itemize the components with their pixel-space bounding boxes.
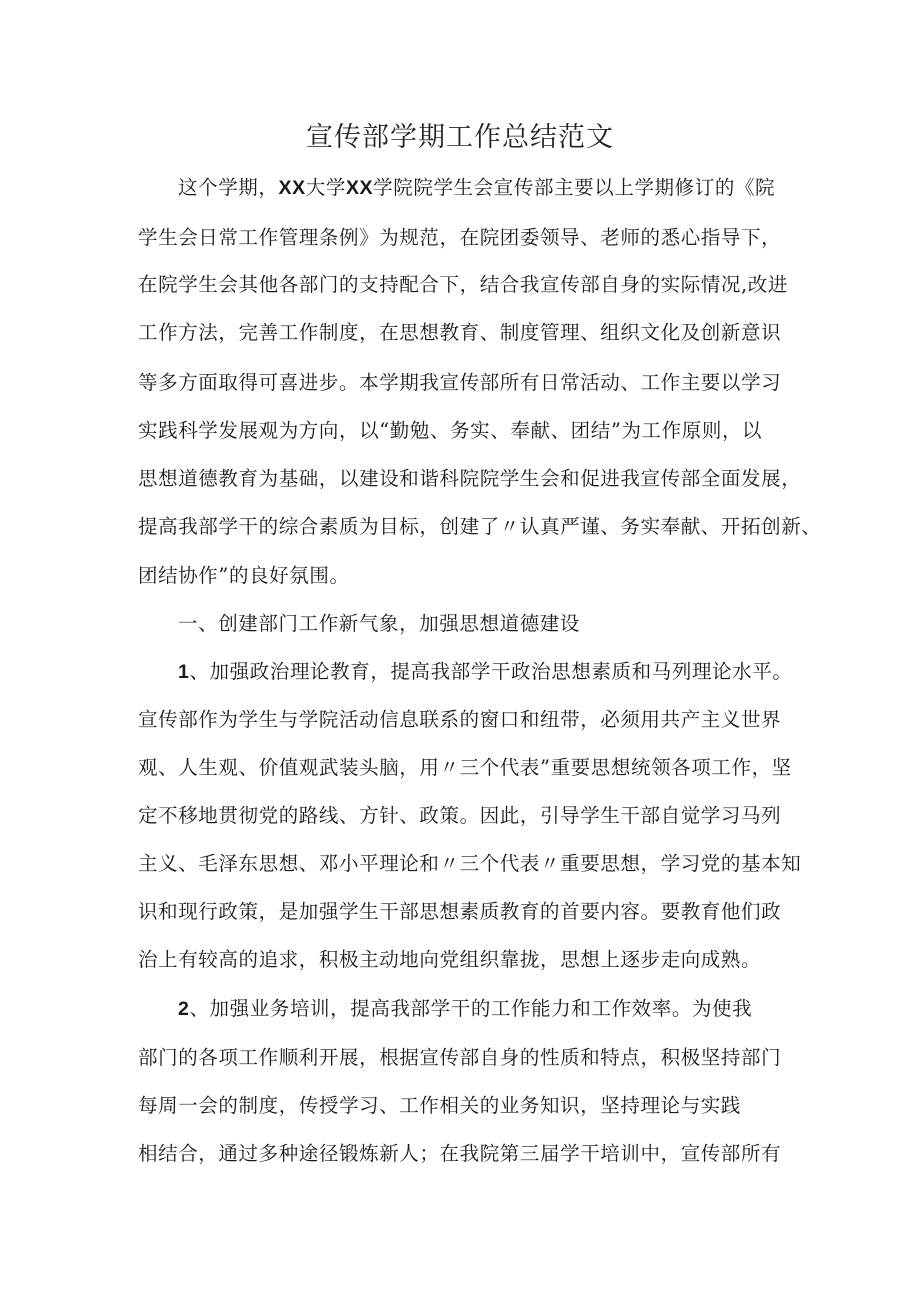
text-run: 工作方法，完善工作制度，在思想教育、制度管理、组织文化及创新意识 [138, 321, 782, 344]
bold-text: XX [345, 177, 374, 199]
text-line [138, 225, 818, 251]
text-run: 治上有较高的追求，积极主动地向党组织靠拢，思想上逐步走向成熟。 [138, 948, 762, 971]
text-line [138, 899, 818, 925]
text-line [138, 707, 818, 733]
text-run: 相结合，通过多种途径锻炼新人；在我院第三届学干培训中，宣传部所有 [138, 1142, 782, 1165]
text-line [138, 514, 822, 540]
document-title: 宣传部学期工作总结范文 [306, 122, 614, 153]
text-run: 在院学生会其他各部门的支持配合下，结合我宣传部自身的实际情况,改进 [138, 273, 788, 296]
text-line [138, 851, 818, 877]
text-run: 识和现行政策，是加强学生干部思想素质教育的首要内容。要教育他们政 [138, 900, 782, 923]
text-run: 学生会日常工作管理条例》为规范，在院团委领导、老师的悉心指导下， [138, 226, 782, 249]
text-run: 宣传部作为学生与学院活动信息联系的窗口和纽带，必须用共产主义世界 [138, 708, 782, 731]
text-run: 定不移地贯彻党的路线、方针、政策。因此，引导学生干部自觉学习马列 [138, 804, 782, 827]
text-run: 等多方面取得可喜进步。本学期我宣传部所有日常活动、工作主要以学习 [138, 371, 782, 394]
text-run: 、加强政治理论教育，提高我部学干政治思想素质和马列理论水平。 [189, 660, 793, 683]
text-run: 实践科学发展观为方向，以“勤勉、务实、奉献、团结”为工作原则，以 [138, 419, 763, 442]
text-run: 部门的各项工作顺利开展，根据宣传部自身的性质和特点，积极坚持部门 [138, 1046, 782, 1069]
text-run: 提高我部学干的综合素质为目标，创建了〃认真严谨、务实奉献、开拓创新、 [138, 515, 822, 538]
text-line [138, 272, 818, 298]
text-run: 大学 [305, 176, 346, 199]
text-run: 一、创建部门工作新气象，加强思想道德建设 [178, 612, 581, 635]
text-line [138, 1093, 818, 1119]
text-line [138, 1141, 818, 1167]
text-line [138, 803, 818, 829]
text-line [138, 947, 818, 973]
text-run: 思想道德教育为基础，以建设和谐科院院学生会和促进我宣传部全面发展， [138, 467, 802, 490]
text-run: 主义、毛泽东思想、邓小平理论和〃三个代表〃重要思想，学习党的基本知 [138, 852, 802, 875]
text-line [138, 755, 818, 781]
text-run: 这个学期， [178, 176, 279, 199]
text-line [178, 659, 858, 685]
text-run: 学院院学生会宣传部主要以上学期修订的《院 [373, 176, 776, 199]
bold-text: XX [278, 177, 306, 199]
text-run: 、加强业务培训，提高我部学干的工作能力和工作效率。为使我 [189, 997, 753, 1020]
text-line [138, 370, 818, 396]
text-line [138, 466, 818, 492]
text-line [178, 175, 858, 201]
text-line [138, 1045, 818, 1071]
bold-text: 1 [178, 661, 190, 683]
bold-text: 2 [178, 998, 190, 1020]
section-heading [178, 611, 858, 637]
text-run: 观、人生观、价值观武装头脑，用〃三个代表”重要思想统领各项工作，坚 [138, 756, 792, 779]
text-line [178, 996, 858, 1022]
text-line [138, 563, 818, 589]
text-line [138, 418, 818, 444]
text-run: 团结协作”的良好氛围。 [138, 564, 350, 587]
text-run: 每周一会的制度，传授学习、工作相关的业务知识，坚持理论与实践 [138, 1094, 742, 1117]
text-line [138, 320, 818, 346]
